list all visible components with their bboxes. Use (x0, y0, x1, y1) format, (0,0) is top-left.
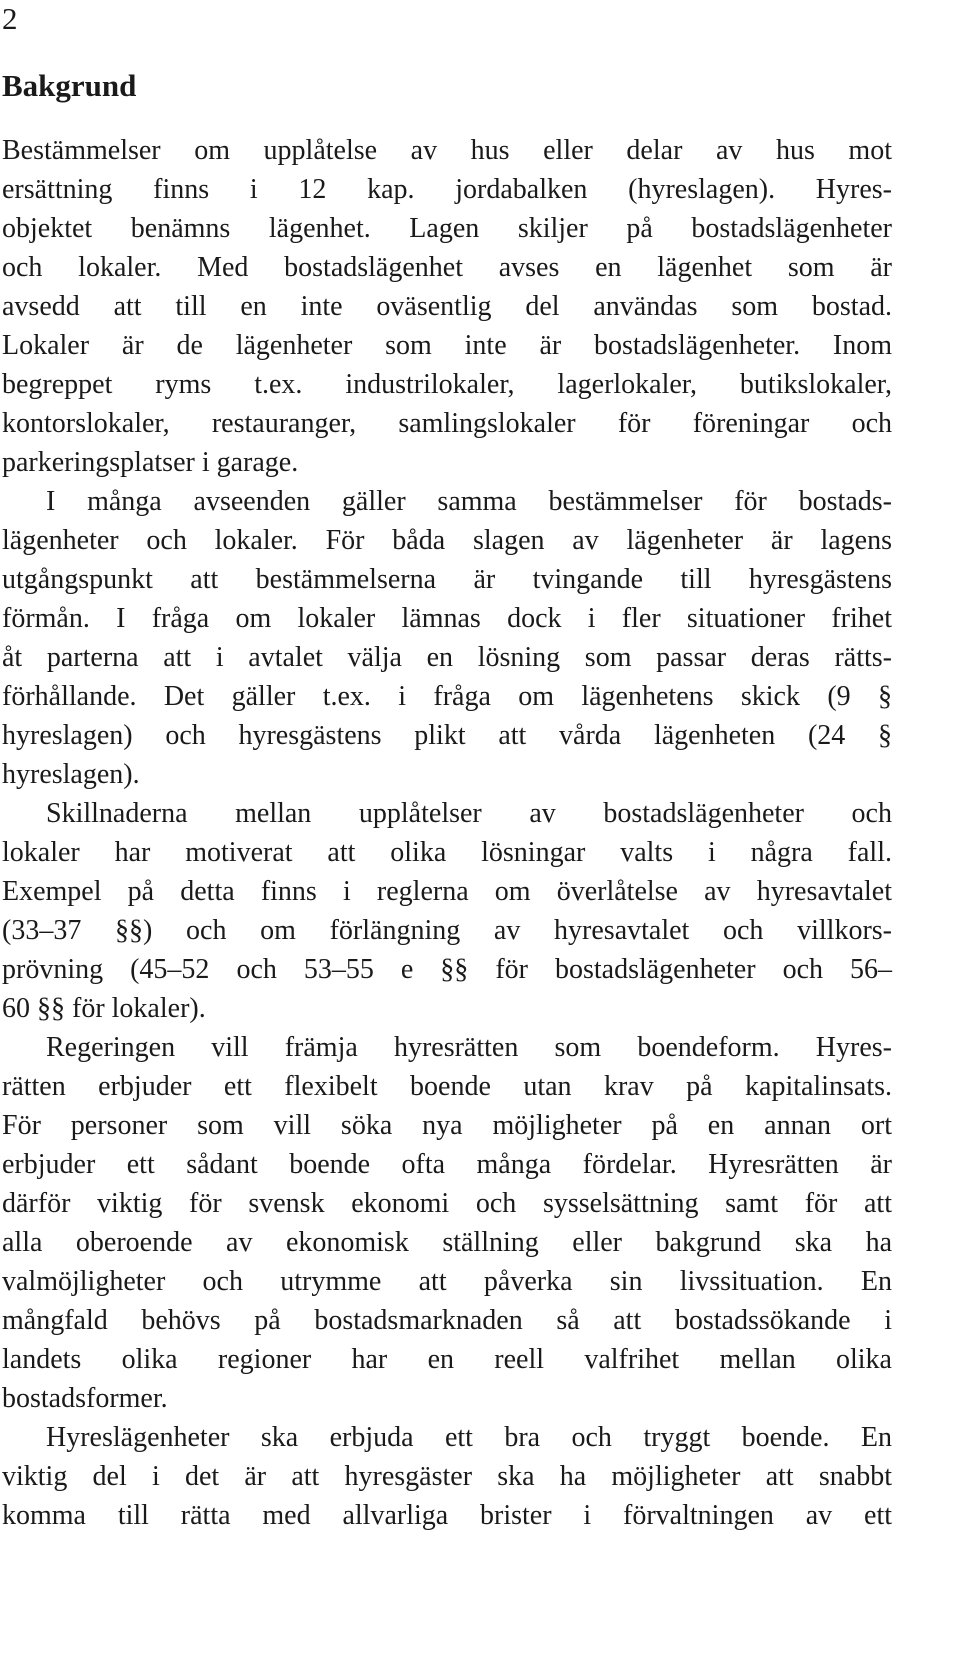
text-line: 60 §§ för lokaler). (2, 993, 206, 1024)
text-line: I många avseenden gäller samma bestämmelser för bostads- (46, 486, 892, 517)
paragraph (2, 131, 892, 482)
text-line: hyreslagen) och hyresgästens plikt att vårda lägenheten (24 § (2, 720, 892, 751)
document-body (2, 131, 892, 1535)
paragraph (2, 1028, 892, 1418)
text-line: alla oberoende av ekonomisk ställning eller bakgrund ska ha (2, 1227, 892, 1258)
text-line: För personer som vill söka nya möjligheter på en annan ort (2, 1110, 892, 1141)
text-line: och lokaler. Med bostadslägenhet avses en lägenhet som är (2, 252, 892, 283)
text-line: bostadsformer. (2, 1383, 168, 1414)
text-line: komma till rätta med allvarliga brister i förvaltningen av ett (2, 1500, 892, 1531)
text-line: förhållande. Det gäller t.ex. i fråga om lägenhetens skick (9 § (2, 681, 892, 712)
text-line: objektet benämns lägenhet. Lagen skiljer på bostadslägenheter (2, 213, 892, 244)
text-line: kontorslokaler, restauranger, samlingslokaler för föreningar och (2, 408, 892, 439)
paragraph (2, 1418, 892, 1535)
text-line: prövning (45–52 och 53–55 e §§ för bostadslägenheter och 56– (2, 954, 892, 985)
text-line: hyreslagen). (2, 759, 140, 790)
text-line: utgångspunkt att bestämmelserna är tvingande till hyresgästens (2, 564, 892, 595)
text-line: valmöjligheter och utrymme att påverka sin livssituation. En (2, 1266, 892, 1297)
paragraph (2, 482, 892, 794)
text-line: Skillnaderna mellan upplåtelser av bostadslägenheter och (46, 798, 892, 829)
text-line: Lokaler är de lägenheter som inte är bostadslägenheter. Inom (2, 330, 892, 361)
page-number: 2 (2, 1, 18, 36)
text-line: viktig del i det är att hyresgäster ska ha möjligheter att snabbt (2, 1461, 892, 1492)
text-line: lokaler har motiverat att olika lösningar valts i några fall. (2, 837, 892, 868)
text-line: parkeringsplatser i garage. (2, 447, 299, 478)
text-line: därför viktig för svensk ekonomi och sysselsättning samt för att (2, 1188, 892, 1219)
text-line: rätten erbjuder ett flexibelt boende utan krav på kapitalinsats. (2, 1071, 892, 1102)
text-line: förmån. I fråga om lokaler lämnas dock i fler situationer frihet (2, 603, 892, 634)
text-line: Bestämmelser om upplåtelse av hus eller delar av hus mot (2, 135, 892, 166)
text-line: Regeringen vill främja hyresrätten som boendeform. Hyres- (46, 1032, 892, 1063)
text-line: Hyreslägenheter ska erbjuda ett bra och tryggt boende. En (46, 1422, 892, 1453)
text-line: avsedd att till en inte oväsentlig del användas som bostad. (2, 291, 892, 322)
text-line: erbjuder ett sådant boende ofta många fördelar. Hyresrätten är (2, 1149, 892, 1180)
text-line: åt parterna att i avtalet välja en lösning som passar deras rätts- (2, 642, 892, 673)
text-line: Exempel på detta finns i reglerna om överlåtelse av hyresavtalet (2, 876, 892, 907)
paragraph (2, 794, 892, 1028)
section-heading: Bakgrund (2, 68, 137, 103)
text-line: ersättning finns i 12 kap. jordabalken (hyreslagen). Hyres- (2, 174, 892, 205)
text-line: lägenheter och lokaler. För båda slagen av lägenheter är lagens (2, 525, 892, 556)
text-line: (33–37 §§) och om förlängning av hyresavtalet och villkors- (2, 915, 892, 946)
text-line: landets olika regioner har en reell valfrihet mellan olika (2, 1344, 892, 1375)
text-line: mångfald behövs på bostadsmarknaden så att bostadssökande i (2, 1305, 892, 1336)
text-line: begreppet ryms t.ex. industrilokaler, lagerlokaler, butikslokaler, (2, 369, 892, 400)
